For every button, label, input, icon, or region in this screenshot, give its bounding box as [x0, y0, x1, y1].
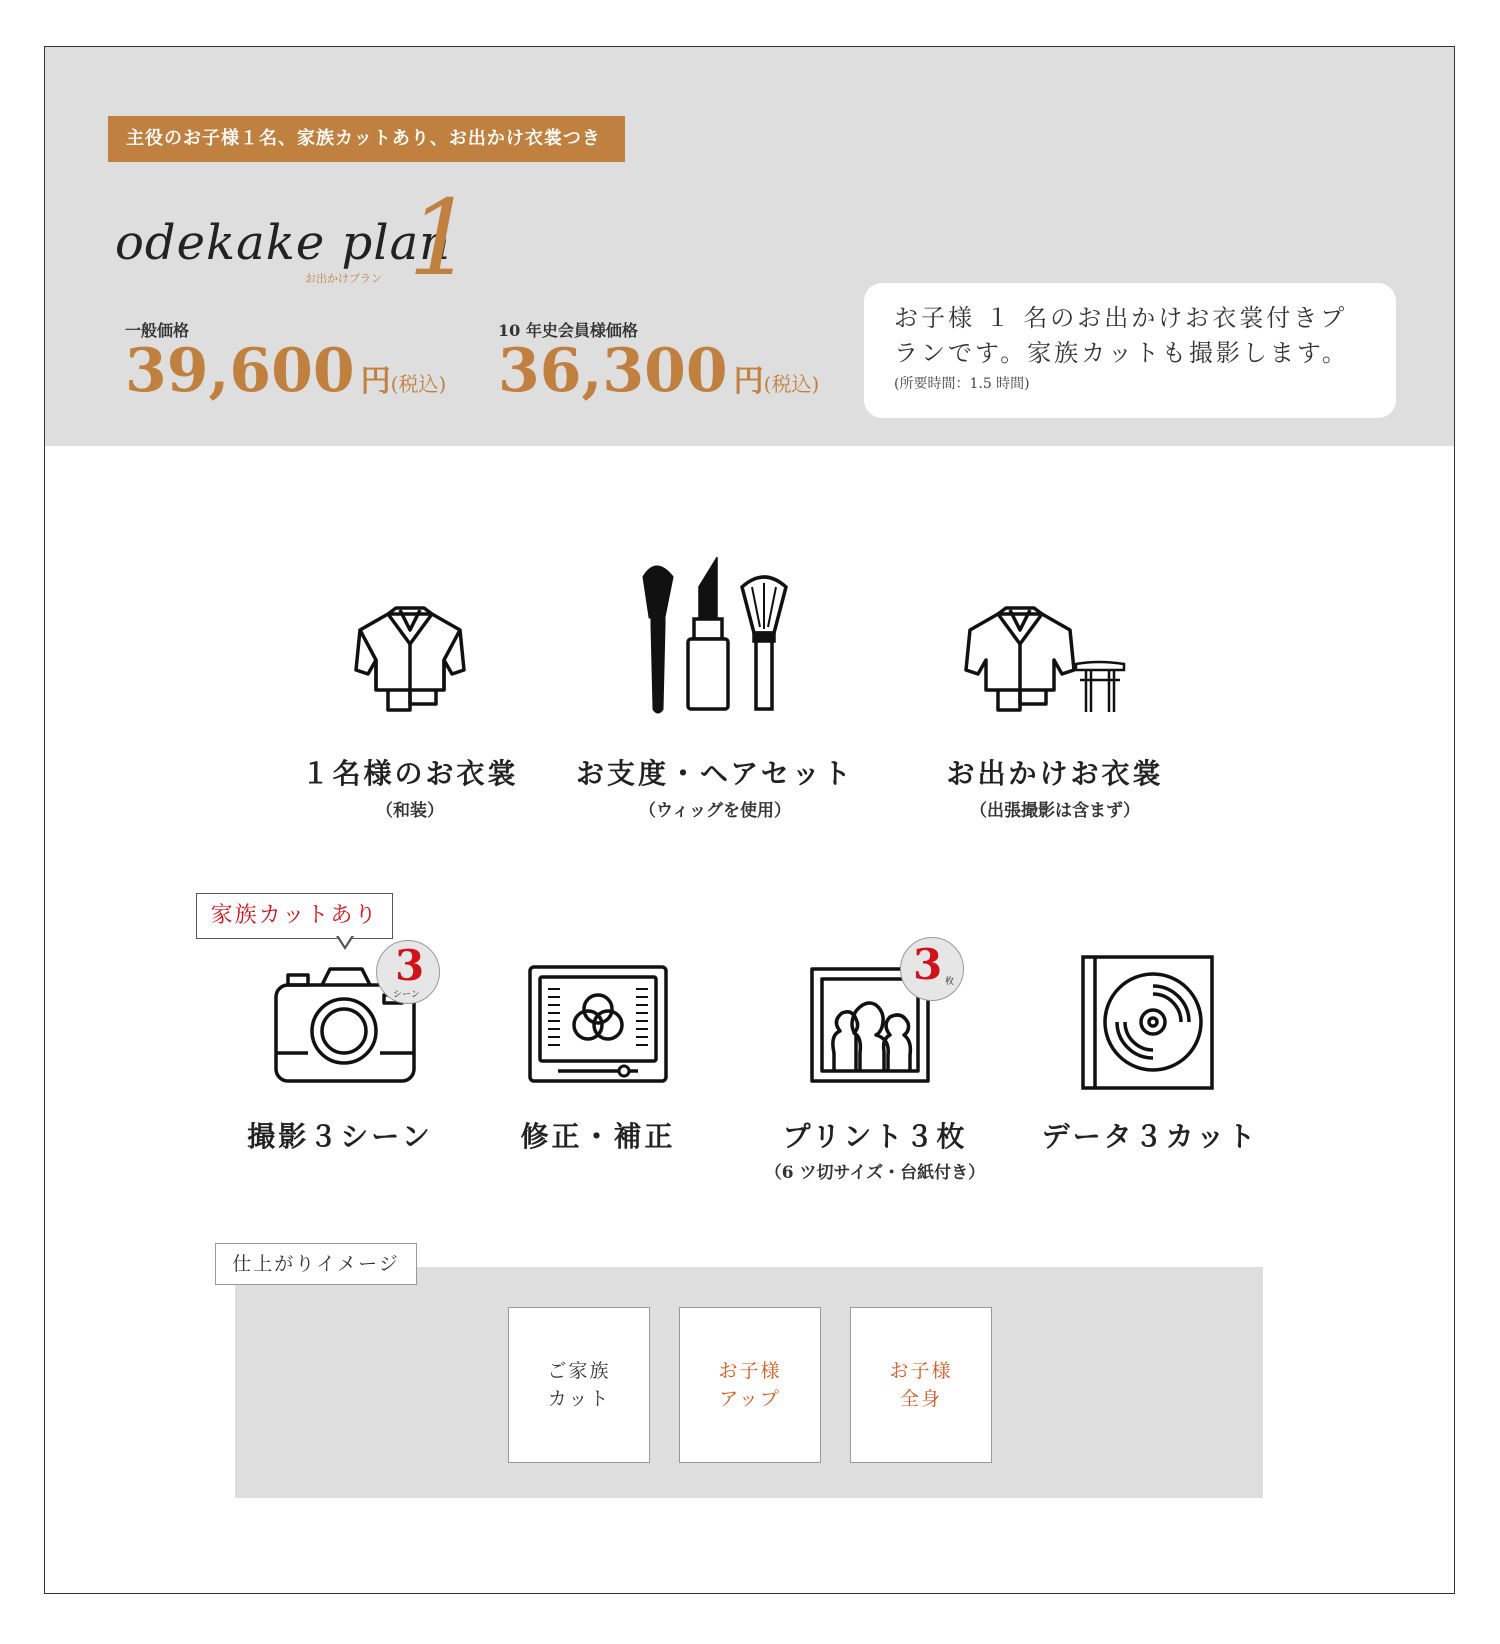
- print-count-unit: 枚: [945, 977, 955, 987]
- preview-label: 仕上がりイメージ: [215, 1243, 417, 1285]
- member-price-value: 36,300: [498, 336, 728, 406]
- plan-tagline: 主役のお子様１名、家族カットあり、お出かけ衣裳つき: [108, 116, 625, 162]
- plan-logo-number: 1: [408, 177, 475, 299]
- plan-logo-subtitle: お出かけプラン: [305, 272, 382, 285]
- preview-thumb-family: [508, 1307, 650, 1463]
- cd-data-icon: [1081, 955, 1214, 1090]
- family-cut-callout: 家族カットあり: [196, 893, 393, 939]
- preview-thumb-child-full: [850, 1307, 992, 1463]
- general-price-tax: (税込): [390, 372, 447, 396]
- general-price-value: 39,600: [125, 336, 355, 406]
- general-price-label: 一般価格: [125, 321, 190, 340]
- makeup-icon: [636, 557, 796, 717]
- plan-logo-script: odekake plan: [115, 215, 452, 271]
- feature-retouch-title: 修正・補正: [520, 1120, 676, 1153]
- feature-kimono-title: １名様のお衣裳: [301, 757, 519, 790]
- print-count-number: 3: [913, 940, 943, 989]
- retouch-monitor-icon: [528, 965, 668, 1083]
- feature-makeup-title: お支度・ヘアセット: [576, 757, 854, 790]
- scene-count-badge: [376, 940, 440, 1004]
- print-count-badge: [900, 937, 964, 1001]
- feature-print-title: プリント３枚: [782, 1120, 968, 1153]
- scene-count-number: 3: [395, 941, 425, 990]
- feature-makeup-subtitle: （ウィッグを使用）: [639, 801, 791, 821]
- plan-duration: (所要時間：1.5 時間): [894, 376, 1030, 392]
- general-price: [125, 336, 446, 406]
- plan-description-box: [864, 283, 1396, 418]
- feature-outing-title: お出かけお衣裳: [946, 757, 1164, 790]
- member-price-tax: (税込): [763, 372, 820, 396]
- feature-shooting-title: 撮影３シーン: [247, 1120, 433, 1153]
- kimono-torii-icon: [962, 600, 1132, 715]
- preview-thumb-child-up-label: お子様 アップ: [718, 1360, 782, 1410]
- feature-print-subtitle: （6 ツ切サイズ・台紙付き）: [764, 1163, 986, 1183]
- member-price-unit: 円: [733, 364, 764, 399]
- preview-thumb-child-up: [679, 1307, 821, 1463]
- kimono-icon: [352, 600, 468, 715]
- scene-count-unit: シーン: [393, 990, 420, 1000]
- feature-data-title: データ３カット: [1041, 1120, 1259, 1153]
- preview-area: [235, 1267, 1263, 1498]
- feature-kimono-subtitle: （和装）: [376, 801, 444, 821]
- member-price-label: 10 年史会員様価格: [498, 321, 638, 340]
- member-price: [498, 336, 819, 406]
- preview-thumb-family-label: ご家族 カット: [547, 1360, 611, 1410]
- general-price-unit: 円: [360, 364, 391, 399]
- plan-description: お子様 １ 名のお出かけお衣裳付きプランです。家族カットも撮影します。: [894, 304, 1349, 367]
- feature-outing-subtitle: （出張撮影は含まず）: [970, 801, 1140, 821]
- preview-thumb-child-full-label: お子様 全身: [889, 1360, 953, 1410]
- callout-tail-inner: [338, 935, 352, 946]
